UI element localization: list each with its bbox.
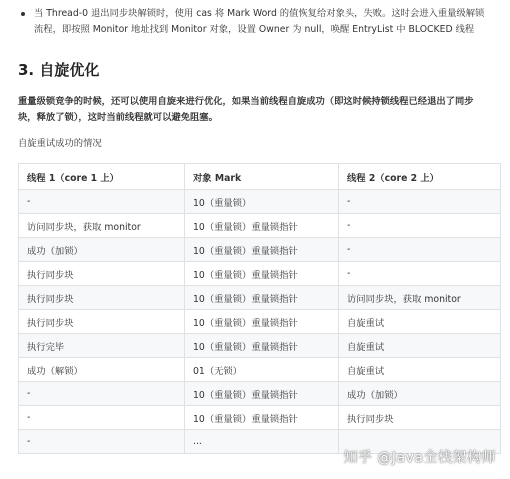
table-row bbox=[19, 190, 501, 214]
header-thread-2: 线程 2（core 2 上） bbox=[339, 164, 501, 190]
table-row bbox=[19, 286, 501, 310]
cell-object-mark: 10（重量锁）重量锁指针 bbox=[185, 382, 339, 406]
bullet-text-line-1: 当 Thread-0 退出同步块解锁时，使用 cas 将 Mark Word 的值恢复给对象头，失败。这时会进入重量级解锁 bbox=[34, 8, 485, 19]
bullet-item bbox=[18, 6, 500, 38]
table-row bbox=[19, 358, 501, 382]
table-body bbox=[19, 190, 501, 454]
bullet-text-line-2: 流程，即按照 Monitor 地址找到 Monitor 对象，设置 Owner 为 null，唤醒 EntryList 中 BLOCKED 线程 bbox=[34, 24, 475, 35]
table-row bbox=[19, 214, 501, 238]
table-caption: 自旋重试成功的情况 bbox=[18, 138, 102, 149]
cell-thread-1: 成功（解锁） bbox=[19, 358, 185, 382]
cell-object-mark: 10（重量锁）重量锁指针 bbox=[185, 310, 339, 334]
cell-thread-1: 执行同步块 bbox=[19, 310, 185, 334]
cell-thread-2: - bbox=[339, 262, 501, 286]
section-title: 3. 自旋优化 bbox=[18, 61, 100, 79]
cell-thread-1: 执行同步块 bbox=[19, 262, 185, 286]
cell-thread-2: 执行同步块 bbox=[339, 406, 501, 430]
spin-retry-table bbox=[18, 163, 501, 454]
paragraph-line-1: 重量级锁竞争的时候，还可以使用自旋来进行优化，如果当前线程自旋成功（即这时候持锁线程已经退出了同步 bbox=[18, 96, 474, 107]
cell-thread-1: 访问同步块，获取 monitor bbox=[19, 214, 185, 238]
cell-object-mark: 01（无锁） bbox=[185, 358, 339, 382]
cell-object-mark: 10（重量锁）重量锁指针 bbox=[185, 214, 339, 238]
cell-thread-1: 成功（加锁） bbox=[19, 238, 185, 262]
cell-thread-2: 访问同步块，获取 monitor bbox=[339, 286, 501, 310]
cell-thread-1: 执行完毕 bbox=[19, 334, 185, 358]
table-row bbox=[19, 406, 501, 430]
table-row bbox=[19, 238, 501, 262]
cell-thread-2: 自旋重试 bbox=[339, 358, 501, 382]
table-row bbox=[19, 334, 501, 358]
cell-object-mark: 10（重量锁）重量锁指针 bbox=[185, 238, 339, 262]
table-header-row bbox=[19, 164, 501, 190]
watermark: 知乎 @Java全栈架构师 bbox=[343, 450, 496, 466]
cell-thread-2: - bbox=[339, 214, 501, 238]
cell-thread-2: 成功（加锁） bbox=[339, 382, 501, 406]
section-paragraph bbox=[18, 94, 500, 126]
cell-object-mark: ... bbox=[185, 430, 339, 454]
cell-thread-2: 自旋重试 bbox=[339, 334, 501, 358]
cell-object-mark: 10（重量锁）重量锁指针 bbox=[185, 262, 339, 286]
cell-object-mark: 10（重量锁）重量锁指针 bbox=[185, 286, 339, 310]
table-row bbox=[19, 310, 501, 334]
cell-thread-2: - bbox=[339, 190, 501, 214]
cell-thread-1: - bbox=[19, 190, 185, 214]
bullet-dot-icon bbox=[21, 12, 25, 16]
cell-object-mark: 10（重量锁）重量锁指针 bbox=[185, 406, 339, 430]
header-thread-1: 线程 1（core 1 上） bbox=[19, 164, 185, 190]
cell-thread-2: - bbox=[339, 238, 501, 262]
table-row bbox=[19, 262, 501, 286]
cell-object-mark: 10（重量锁） bbox=[185, 190, 339, 214]
cell-object-mark: 10（重量锁）重量锁指针 bbox=[185, 334, 339, 358]
header-object-mark: 对象 Mark bbox=[185, 164, 339, 190]
paragraph-line-2: 块，释放了锁），这时当前线程就可以避免阻塞。 bbox=[18, 112, 218, 123]
cell-thread-2: 自旋重试 bbox=[339, 310, 501, 334]
table-row bbox=[19, 382, 501, 406]
cell-thread-1: - bbox=[19, 382, 185, 406]
cell-thread-1: 执行同步块 bbox=[19, 286, 185, 310]
cell-thread-1: - bbox=[19, 406, 185, 430]
cell-thread-1: - bbox=[19, 430, 185, 454]
